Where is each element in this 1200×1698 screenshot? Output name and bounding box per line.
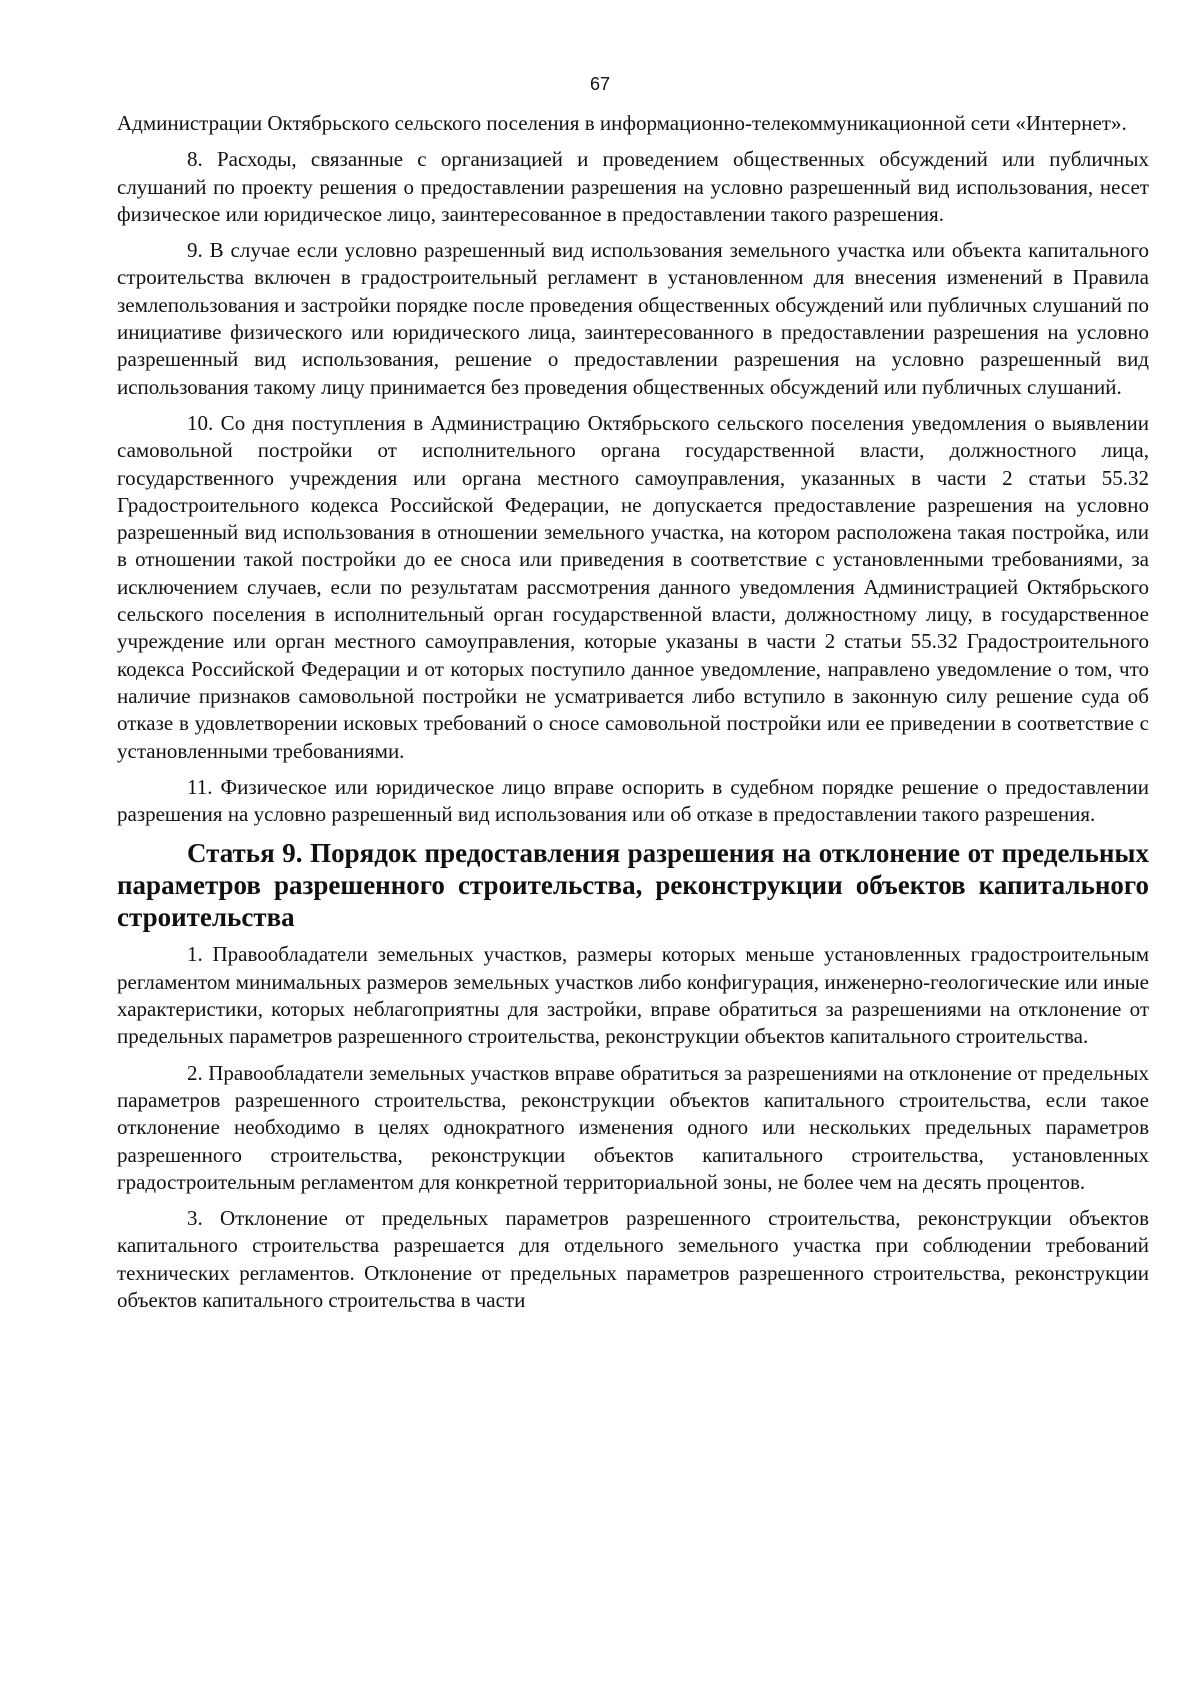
article-heading: Статья 9. Порядок предоставления разрешения на отклонение от предельных параметров разрешенного строительства, реконструкции объектов капитального строительства bbox=[117, 838, 1149, 933]
paragraph-item-8: 8. Расходы, связанные с организацией и проведением общественных обсуждений или публичных слушаний по проекту решения о предоставлении разрешения на условно разрешенный вид использования, несет физическое или юридическое лицо, заинтересованное в предоставлении такого разрешения. bbox=[117, 147, 1149, 226]
paragraph-continuation: Администрации Октябрьского сельского поселения в информационно-телекоммуникационной сети «Интернет». bbox=[117, 111, 1127, 135]
page-number: 67 bbox=[589, 74, 611, 94]
paragraph-item-11: 11. Физическое или юридическое лицо вправе оспорить в судебном порядке решение о предоставлении разрешения на условно разрешенный вид использования или об отказе в предоставлении такого разрешения. bbox=[117, 774, 1149, 827]
paragraph-item-9: 9. В случае если условно разрешенный вид использования земельного участка или объекта капитального строительства включен в градостроительный регламент в установленном для внесения изменений в Правила землепользования и застройки порядке после проведения общественных обсуждений или публичных слушаний по инициативе физического или юридического лица, заинтересованного в предоставлении разрешения на условно разрешенный вид использования, решение о предоставлении разрешения на условно разрешенный вид использования такому лицу принимается без проведения общественных обсуждений или публичных слушаний. bbox=[117, 238, 1149, 399]
paragraph-item-3: 3. Отклонение от предельных параметров разрешенного строительства, реконструкции объектов капитального строительства разрешается для отдельного земельного участка при соблюдении требований технических регламентов. Отклонение от предельных параметров разрешенного строительства, реконструкции объектов капитального строительства в части bbox=[117, 1206, 1149, 1312]
paragraph-item-10: 10. Со дня поступления в Администрацию Октябрьского сельского поселения уведомления о выявлении самовольной постройки от исполнительного органа государственной власти, должностного лица, государственного учреждения или органа местного самоуправления, указанных в части 2 статьи 55.32 Градостроительного кодекса Российской Федерации, не допускается предоставление разрешения на условно разрешенный вид использования в отношении земельного участка, на котором расположена такая постройка, или в отношении такой постройки до ее сноса или приведения в соответствие с установленными требованиями, за исключением случаев, если по результатам рассмотрения данного уведомления Администрацией Октябрьского сельского поселения в исполнительный орган государственной власти, должностному лицу, в государственное учреждение или орган местного самоуправления, которые указаны в части 2 статьи 55.32 Градостроительного кодекса Российской Федерации и от которых поступило данное уведомление, направлено уведомление о том, что наличие признаков самовольной постройки не усматривается либо вступило в законную силу решение суда об отказе в удовлетворении исковых требований о сносе самовольной постройки или ее приведении в соответствие с установленными требованиями. bbox=[117, 410, 1149, 763]
paragraph-item-1: 1. Правообладатели земельных участков, размеры которых меньше установленных градостроительным регламентом минимальных размеров земельных участков либо конфигурация, инженерно-геологические или иные характеристики, которых неблагоприятны для застройки, вправе обратиться за разрешениями на отклонение от предельных параметров разрешенного строительства, реконструкции объектов капитального строительства. bbox=[117, 942, 1149, 1049]
paragraph-item-2: 2. Правообладатели земельных участков вправе обратиться за разрешениями на отклонение от предельных параметров разрешенного строительства, реконструкции объектов капитального строительства, если такое отклонение необходимо в целях однократного изменения одного или нескольких предельных параметров разрешенного строительства, реконструкции объектов капитального строительства, установленных градостроительным регламентом для конкретной территориальной зоны, не более чем на десять процентов. bbox=[117, 1060, 1149, 1194]
document-body bbox=[117, 110, 1149, 1323]
